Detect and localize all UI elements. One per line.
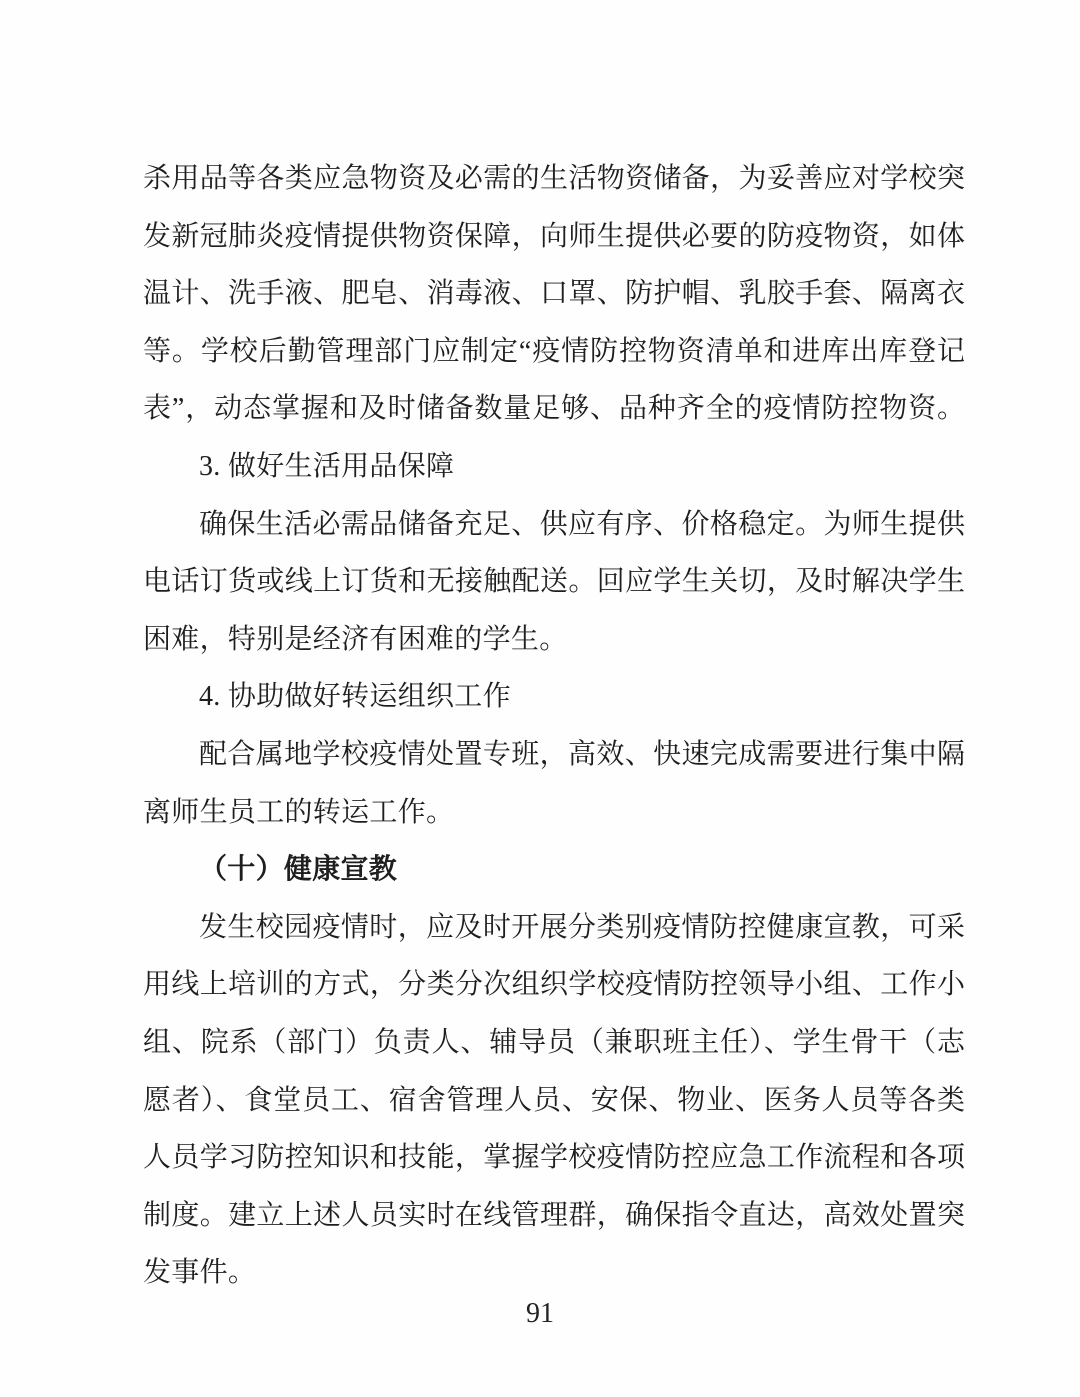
paragraph-line: 确保生活必需品储备充足、供应有序、价格稳定。为师生提供 (199, 508, 965, 540)
text-block (143, 150, 965, 1302)
paragraph-line: 温计、洗手液、肥皂、消毒液、口罩、防护帽、乳胶手套、隔离衣 (143, 278, 965, 310)
section-heading-health-education: （十）健康宣教 (199, 854, 398, 886)
paragraph-line: 离师生员工的转运工作。 (143, 796, 455, 828)
page-number: 91 (526, 1298, 554, 1329)
paragraph-line: 表”，动态掌握和及时储备数量足够、品种齐全的疫情防控物资。 (143, 393, 965, 425)
paragraph-line: 发事件。 (143, 1257, 257, 1289)
numbered-heading-4: 4. 协助做好转运组织工作 (199, 681, 511, 713)
paragraph-line: 人员学习防控知识和技能，掌握学校疫情防控应急工作流程和各项 (143, 1142, 965, 1174)
paragraph-line: 发新冠肺炎疫情提供物资保障，向师生提供必要的防疫物资，如体 (143, 220, 965, 252)
paragraph-line: 愿者）、食堂员工、宿舍管理人员、安保、物业、医务人员等各类 (143, 1084, 965, 1116)
numbered-heading-3: 3. 做好生活用品保障 (199, 450, 455, 482)
paragraph-line: 配合属地学校疫情处置专班，高效、快速完成需要进行集中隔 (199, 738, 965, 770)
paragraph-line: 发生校园疫情时，应及时开展分类别疫情防控健康宣教，可采 (199, 911, 965, 943)
paragraph-line: 等。学校后勤管理部门应制定“疫情防控物资清单和进库出库登记 (143, 335, 965, 367)
paragraph-line: 制度。建立上述人员实时在线管理群，确保指令直达，高效处置突 (143, 1199, 965, 1231)
paragraph-line: 用线上培训的方式，分类分次组织学校疫情防控领导小组、工作小 (143, 969, 965, 1001)
paragraph-line: 困难，特别是经济有困难的学生。 (143, 623, 568, 655)
paragraph-line: 杀用品等各类应急物资及必需的生活物资储备，为妥善应对学校突 (143, 163, 965, 194)
paragraph-line: 电话订货或线上订货和无接触配送。回应学生关切，及时解决学生 (143, 566, 965, 598)
paragraph-line: 组、院系（部门）负责人、辅导员（兼职班主任）、学生骨干（志 (143, 1026, 965, 1058)
